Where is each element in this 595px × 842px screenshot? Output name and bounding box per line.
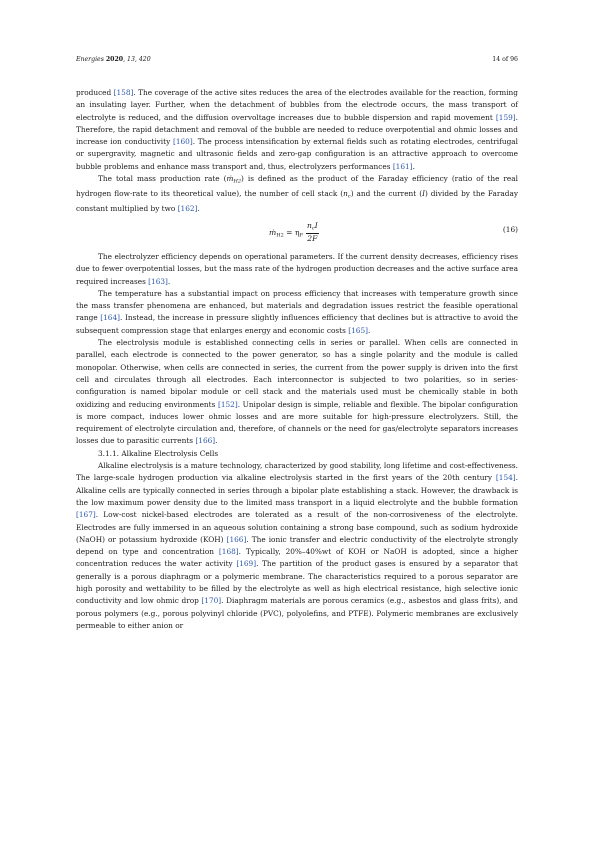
subsection-heading: 3.1.1. Alkaline Electrolysis Cells	[98, 448, 219, 458]
citation-link[interactable]: [163]	[148, 276, 168, 286]
equation-16	[76, 215, 518, 251]
paragraph-bubbles: produced [158]. The coverage of the active sites reduces the area of the electrodes available for the reaction, forming an insulating layer. Further, when the detachment of bubbles from the electrode occurs, the mass transport of electrolyte is reduced, and the diffusion overvoltage increases due to bubble dispersion and rapid movement [159]. Therefore, the rapid detachment and removal of the bubble are needed to reduce overpotential and ohmic losses and increase ion conductivity [160]. The process intensification by external fields such as rotating electrodes, centrifugal or supergravity, magnetic and ultrasonic fields and zero-gap configuration is an attractive approach to overcome bubble problems and enhance mass transport and, thus, electrolyzers performances [161].	[76, 88, 518, 171]
body-text	[76, 87, 518, 632]
citation-link[interactable]: [160]	[172, 137, 193, 147]
equation-fraction: $\frac{n_cI}{2F}$	[306, 220, 318, 244]
citation-link[interactable]: [166]	[226, 534, 247, 544]
paragraph-mass-production: The total mass production rate (ṁ$_{H2}$) is defined as the product of the Faraday efficiency (ratio of the real hydrogen flow-rate to its theoretical value), the number of cell stack $(n_c)$ and the current (I) divided by the Faraday constant multiplied by two [162].	[76, 174, 518, 213]
citation-link[interactable]: [167]	[76, 510, 96, 520]
paragraph-temperature: The temperature has a substantial impact on process efficiency that increases with temperature growth since the mass transfer phenomena are enhanced, but materials and degradation issues restrict the feasible operational range [164]. Instead, the increase in pressure slightly influences efficiency that declines but is attractive to avoid the subsequent compression stage that enlarges energy and economic costs [165].	[76, 288, 519, 335]
citation-link[interactable]: [170]	[201, 596, 222, 606]
paragraph-electrolysis-module: The electrolysis module is established connecting cells in series or parallel. When cells are connected in parallel, each electrode is connected to the power generator, so has a single polarity and the module is called monopolar. Otherwise, when cells are connected in series, the current from the power supply is driven into the first cell and circulates through all electrodes. Each interconnector is subjected to two polarities, so in series-configuration is named bipolar module or cell stack and the materials used must be chemically stable in both oxidizing and reducing environments [152]. Unipolar design is simple, reliable and flexible. The bipolar configuration is more compact, induces lower ohmic losses and are more suitable for high-pressure electrolyzers. Still, the requirement of electrolyte circulation and, therefore, of channels or the need for gas/electrolyte separators increases losses due to parasitic currents [166].	[76, 338, 518, 446]
citation-link[interactable]: [164]	[100, 313, 121, 323]
paragraph-efficiency: The electrolyzer efficiency depends on operational parameters. If the current density decreases, efficiency rises due to fewer overpotential losses, but the mass rate of the hydrogen production decreases and the active surface area required increases [163].	[76, 251, 518, 286]
citation-link[interactable]: [161]	[392, 161, 413, 171]
equation-expression: ṁ$_{H2}$ = $\eta_F$ $\frac{n_cI}{2F}$	[269, 220, 318, 244]
citation-link[interactable]: [169]	[236, 559, 257, 569]
journal-name: Energies	[76, 56, 104, 63]
citation-link[interactable]: [162]	[177, 203, 198, 213]
journal-citation	[76, 56, 151, 63]
citation-link[interactable]: [165]	[348, 325, 368, 335]
citation-link[interactable]: [158]	[113, 88, 134, 97]
citation-link[interactable]: [168]	[218, 547, 239, 557]
citation-link[interactable]: [159]	[495, 112, 516, 122]
running-header	[76, 56, 518, 68]
journal-volume: , 13, 420	[123, 56, 151, 63]
citation-link[interactable]: [152]	[217, 399, 238, 409]
citation-link[interactable]: [154]	[495, 473, 516, 483]
page-number: 14 of 96	[492, 56, 518, 63]
paragraph-alkaline: Alkaline electrolysis is a mature technology, characterized by good stability, long lifetime and cost-effectiveness. The large-scale hydrogen production via alkaline electrolysis started in the first years of the 20th century [154]. Alkaline cells are typically connected in series through a bipolar plate establishing a stack. However, the drawback is the low maximum power density due to the limited mass transport in a liquid electrolyte and the bubble formation [167]. Low-cost nickel-based electrodes are tolerated as a result of the non-corrosiveness of the electrolyte. Electrodes are fully immersed in an aqueous solution containing a strong base compound, such as sodium hydroxide (NaOH) or potassium hydroxide (KOH) [166]. The ionic transfer and electric conductivity of the electrolyte strongly depend on type and concentration [168]. Typically, 20%–40%wt of KOH or NaOH is adopted, since a higher concentration reduces the water activity [169]. The partition of the product gases is ensured by a separator that generally is a porous diaphragm or a polymeric membrane. The characteristics required to a porous separator are high porosity and wettability to be filled by the electrolyte as well as high electrical resistance, high selective ionic conductivity and low ohmic drop [170]. Diaphragm materials are porous ceramics (e.g., asbestos and glass frits), and porous polymers (e.g., porous polyvinyl chloride (PVC), polyolefins, and PTFE). Polymeric membranes are exclusively permeable to either anion or	[76, 461, 519, 630]
journal-year: 2020	[105, 56, 124, 63]
citation-link[interactable]: [166]	[195, 436, 216, 446]
equation-number: (16)	[502, 224, 518, 234]
